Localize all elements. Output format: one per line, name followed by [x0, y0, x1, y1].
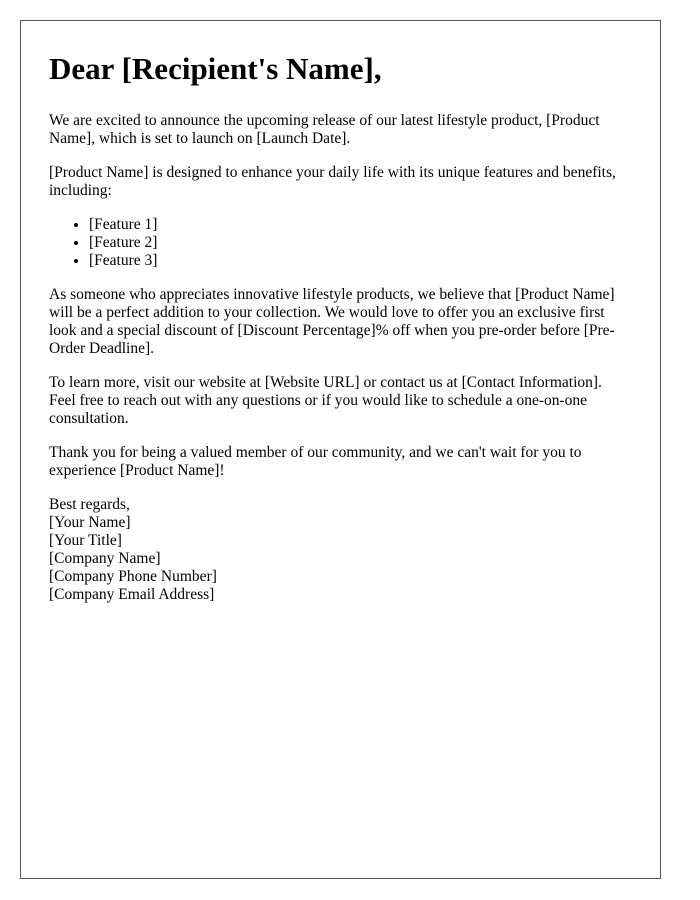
sender-title: [Your Title]	[49, 532, 122, 549]
letter-container	[20, 20, 661, 879]
company-email: [Company Email Address]	[49, 586, 215, 603]
contact-paragraph: To learn more, visit our website at [Website URL] or contact us at [Contact Information]. Feel free to reach out with any questions or if you would like to schedule a one-on-one consultation.	[49, 374, 602, 427]
features-intro-paragraph: [Product Name] is designed to enhance your daily life with its unique features and benefits, including:	[49, 164, 616, 199]
company-name: [Company Name]	[49, 550, 161, 567]
intro-paragraph: We are excited to announce the upcoming release of our latest lifestyle product, [Product Name], which is set to launch on [Launch Date].	[49, 112, 600, 147]
feature-item: • [Feature 3]	[89, 252, 632, 270]
thanks-paragraph: Thank you for being a valued member of our community, and we can't wait for you to experience [Product Name]!	[49, 444, 582, 479]
greeting-heading: Dear [Recipient's Name],	[49, 51, 382, 86]
company-phone: [Company Phone Number]	[49, 568, 217, 585]
closing-line: Best regards,	[49, 496, 130, 513]
feature-item: • [Feature 1]	[89, 216, 632, 234]
feature-item: • [Feature 2]	[89, 234, 632, 252]
signature-block	[49, 496, 632, 604]
offer-paragraph: As someone who appreciates innovative lifestyle products, we believe that [Product Name] will be a perfect addition to your collection. We would love to offer you an exclusive first look and a special discount of [Discount Percentage]% off when you pre-order before [Pre-Order Deadline].	[49, 286, 615, 357]
feature-list	[49, 216, 632, 270]
sender-name: [Your Name]	[49, 514, 131, 531]
